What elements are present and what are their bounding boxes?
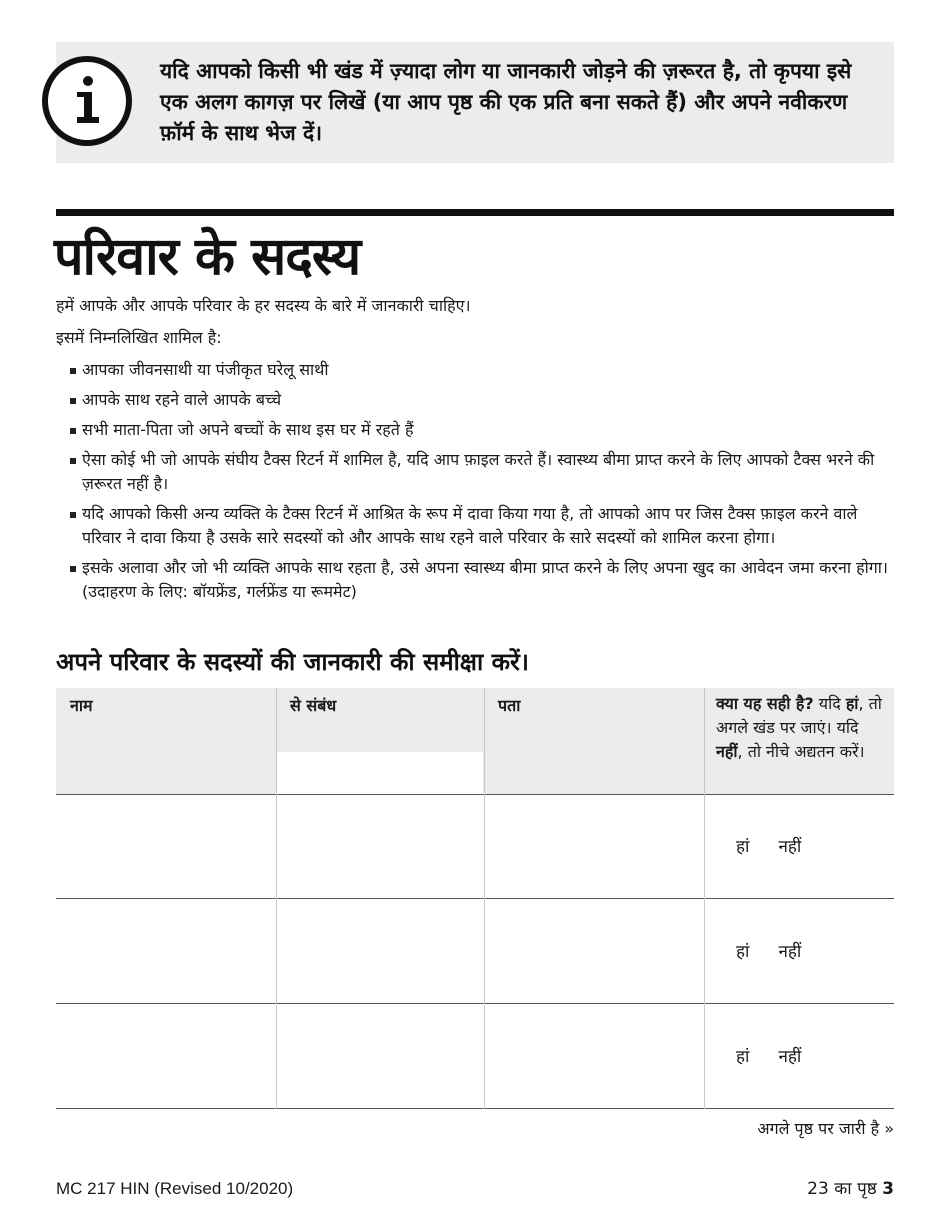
form-id: MC 217 HIN (Revised 10/2020) [56, 1179, 294, 1198]
yes-no-options [736, 835, 830, 859]
header-address: पता [498, 696, 521, 715]
info-notice-box [56, 42, 894, 163]
header-check-yes: हां [845, 694, 859, 713]
review-section-title: अपने परिवार के सदस्यों की जानकारी की समीक्षा करें। [56, 648, 529, 676]
header-is-correct [704, 688, 894, 794]
list-item: इसके अलावा और जो भी व्यक्ति आपके साथ रहता है, उसे अपना स्वास्थ्य बीमा प्राप्त करने के लिए अपना खुद का आवेदन जमा करना होगा। (उदाहरण के लिए: बॉयफ्रेंड, गर्लफ्रेंड या रूममेट) [56, 556, 894, 604]
yes-no-options [736, 1045, 830, 1069]
page-of-label: 23 का पृष्ठ [807, 1179, 883, 1199]
continued-note: अगले पृष्ठ पर जारी है » [757, 1119, 894, 1138]
table-row [56, 795, 894, 899]
family-members-table [56, 688, 894, 1109]
header-check-text: , तो नीचे अद्यतन करें। [737, 742, 865, 761]
inclusion-list [56, 358, 894, 604]
column-divider [484, 688, 485, 1109]
no-option[interactable]: नहीं [778, 942, 802, 962]
list-item: ऐसा कोई भी जो आपके संघीय टैक्स रिटर्न में शामिल है, यदि आप फ़ाइल करते हैं। स्वास्थ्य बीमा प्राप्त करने के लिए आपको टैक्स भरने की ज़रूरत नहीं है। [56, 448, 894, 496]
yes-option[interactable]: हां [736, 1047, 750, 1067]
header-name: नाम [70, 696, 93, 715]
info-notice-text: यदि आपको किसी भी खंड में ज़्यादा लोग या जानकारी जोड़ने की ज़रूरत है, तो कृपया इसे एक अलग कागज़ पर लिखें (या आप पृष्ठ की एक प्रति बना सकते हैं) और अपने नवीकरण फ़ॉर्म के साथ भेज दें। [160, 59, 852, 145]
header-check-text: यदि [813, 694, 846, 713]
list-item: आपके साथ रहने वाले आपके बच्चे [56, 388, 894, 412]
page-number [807, 1177, 894, 1201]
column-divider [704, 688, 705, 1109]
header-check-question: क्या यह सही है? [716, 694, 814, 713]
column-divider [276, 688, 277, 1109]
table-header [56, 688, 894, 795]
intro-section [56, 294, 894, 610]
no-option[interactable]: नहीं [778, 837, 802, 857]
page-title: परिवार के सदस्य [54, 227, 361, 287]
list-item: यदि आपको किसी अन्य व्यक्ति के टैक्स रिटर्न में आश्रित के रूप में दावा किया गया है, तो आपको आप पर जिस टैक्स फ़ाइल करने वाले परिवार ने दावा किया है उसके सारे सदस्यों को और आपके साथ रहने वाले परिवार के सारे सदस्यों को शामिल करना होगा। [56, 502, 894, 550]
no-option[interactable]: नहीं [778, 1047, 802, 1067]
list-item: सभी माता-पिता जो अपने बच्चों के साथ इस घर में रहते हैं [56, 418, 894, 442]
header-relation: से संबंध [290, 696, 337, 715]
title-rule [56, 209, 894, 216]
yes-option[interactable]: हां [736, 837, 750, 857]
intro-line-2: इसमें निम्नलिखित शामिल है: [56, 328, 222, 347]
relation-blank-field[interactable] [277, 752, 483, 794]
page-number-value: 3 [882, 1179, 894, 1199]
header-check-text: , तो अगले खंड पर जाएं। यदि [716, 694, 882, 737]
table-row [56, 900, 894, 1004]
table-row [56, 1005, 894, 1109]
list-item: आपका जीवनसाथी या पंजीकृत घरेलू साथी [56, 358, 894, 382]
yes-no-options [736, 940, 830, 964]
info-icon [42, 56, 132, 146]
header-check-no: नहीं [716, 742, 738, 761]
intro-line-1: हमें आपके और आपके परिवार के हर सदस्य के बारे में जानकारी चाहिए। [56, 296, 471, 315]
yes-option[interactable]: हां [736, 942, 750, 962]
